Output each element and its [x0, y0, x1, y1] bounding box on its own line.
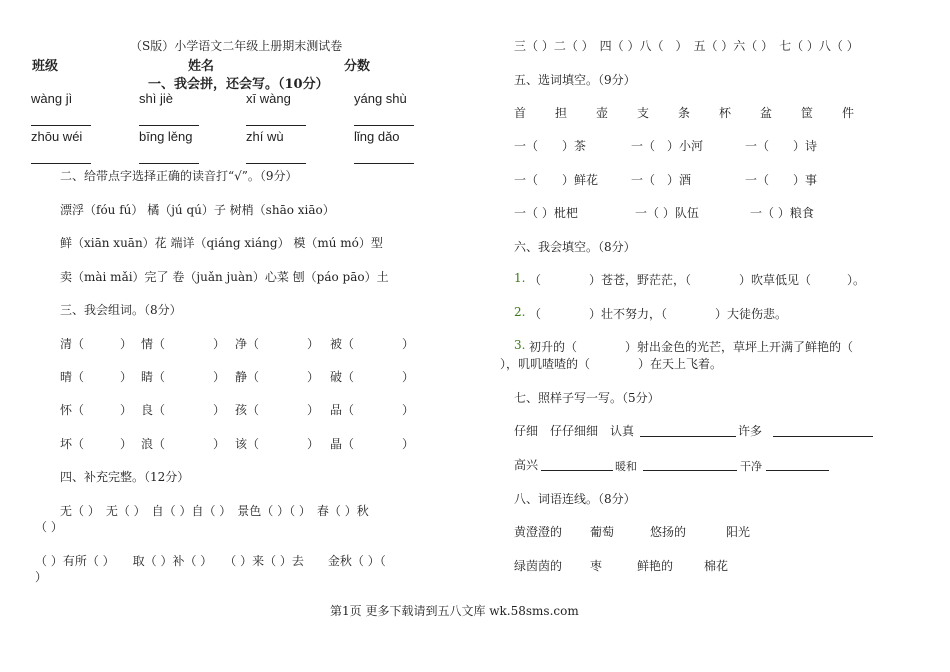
word-blank[interactable]: 晶（ ）: [330, 437, 415, 451]
measure-word-blank[interactable]: 一（ ）酒: [631, 173, 692, 187]
idiom-fill-wrap[interactable]: （ ）: [35, 520, 63, 534]
exam-title: （S版）小学语文二年级上册期末测试卷: [130, 39, 343, 53]
section-2-title: 二、给带点字选择正确的读音打“√”。（9分）: [60, 169, 298, 183]
word-blank[interactable]: 晴（ ）: [60, 370, 133, 384]
word-blank[interactable]: 浪（ ）: [141, 437, 226, 451]
word-choice: 筐: [801, 106, 814, 120]
section-5-title: 五、选词填空。（9分）: [514, 73, 636, 87]
word-blank[interactable]: 坏（ ）: [60, 437, 133, 451]
match-word[interactable]: 阳光: [726, 525, 751, 539]
score-label: 分数: [344, 59, 371, 74]
reading-question: 卖（mài mǎi）完了 卷（juǎn juàn）心菜 刨（páo pāo）土: [60, 270, 389, 284]
answer-line[interactable]: [354, 163, 414, 164]
sentence-fill-wrap[interactable]: ），叽叽喳喳的（ ）在天上飞着。: [500, 357, 723, 371]
word-choice: 杯: [719, 106, 732, 120]
answer-line[interactable]: [139, 163, 199, 164]
word-choice: 支: [637, 106, 650, 120]
measure-word-blank[interactable]: 一（ ）茶: [514, 139, 587, 153]
match-word[interactable]: 枣: [590, 559, 603, 573]
word-blank[interactable]: 孩（ ）: [235, 403, 320, 417]
sentence-fill-line[interactable]: 初升的（ ）射出金色的光芒，草坪上开满了鲜艳的（: [529, 340, 854, 354]
match-word[interactable]: 黄澄澄的: [514, 525, 563, 539]
section-7-title: 七、照样子写一写。（5分）: [514, 391, 660, 405]
word-choice: 盆: [760, 106, 773, 120]
word-blank[interactable]: 情（ ）: [141, 337, 226, 351]
idiom-fill-wrap[interactable]: ）: [35, 570, 48, 584]
pinyin-item: zhōu wéi: [31, 129, 83, 144]
answer-line[interactable]: [640, 436, 736, 437]
word-blank[interactable]: 被（ ）: [330, 337, 415, 351]
word-choice: 条: [678, 106, 691, 120]
item-number: 1.: [514, 271, 526, 285]
section-1-title: 一、我会拼，还会写。（10分）: [148, 77, 329, 92]
prompt-word: 高兴: [514, 458, 539, 472]
prompt-word: 许多: [738, 424, 763, 438]
prompt-word: 干净: [740, 460, 762, 473]
answer-line[interactable]: [643, 470, 737, 471]
pinyin-item: shì jiè: [139, 91, 173, 106]
answer-line[interactable]: [31, 125, 91, 126]
section-4-title: 四、补充完整。（12分）: [60, 470, 190, 484]
answer-line[interactable]: [246, 125, 306, 126]
answer-line[interactable]: [354, 125, 414, 126]
answer-line[interactable]: [773, 436, 873, 437]
word-blank[interactable]: 净（ ）: [235, 337, 320, 351]
word-blank[interactable]: 静（ ）: [235, 370, 320, 384]
item-number: 3.: [514, 338, 526, 352]
answer-line[interactable]: [246, 163, 306, 164]
word-blank[interactable]: 睛（ ）: [141, 370, 226, 384]
page-footer: 第1页 更多下载请到五八文库 wk.58sms.com: [330, 604, 579, 618]
word-choice: 壶: [596, 106, 609, 120]
section-8-title: 八、词语连线。（8分）: [514, 492, 636, 506]
poem-fill-line[interactable]: （ ）壮不努力，（ ）大徒伤悲。: [529, 307, 788, 321]
poem-fill-line[interactable]: （ ）苍苍，野茫茫，（ ）吹草低见（ ）。: [529, 273, 866, 287]
word-blank[interactable]: 品（ ）: [330, 403, 415, 417]
measure-word-blank[interactable]: 一（ ）枇杷: [514, 206, 578, 220]
answer-line[interactable]: [766, 470, 829, 471]
item-number: 2.: [514, 305, 526, 319]
measure-word-blank[interactable]: 一（ ）粮食: [750, 206, 814, 220]
pinyin-item: zhí wù: [246, 129, 284, 144]
measure-word-blank[interactable]: 一（ ）小河: [631, 139, 704, 153]
measure-word-blank[interactable]: 一（ ）诗: [745, 139, 818, 153]
word-blank[interactable]: 怀（ ）: [60, 403, 133, 417]
word-blank[interactable]: 清（ ）: [60, 337, 133, 351]
measure-word-blank[interactable]: 一（ ）鲜花: [514, 173, 599, 187]
prompt-word: 暖和: [615, 460, 637, 473]
answer-line[interactable]: [139, 125, 199, 126]
section-3-title: 三、我会组词。（8分）: [60, 303, 182, 317]
name-label: 姓名: [188, 59, 215, 74]
class-label: 班级: [32, 59, 59, 74]
word-blank[interactable]: 破（ ）: [330, 370, 415, 384]
idiom-fill-line[interactable]: 无（ ） 无（ ） 自（ ）自（ ） 景色（ ）（ ） 春（ ）秋: [60, 504, 369, 518]
match-word[interactable]: 悠扬的: [650, 525, 687, 539]
pinyin-item: lǐnɡ dǎo: [354, 129, 400, 144]
idiom-fill-line[interactable]: （ ）有所（ ） 取（ ）补（ ） （ ）来（ ）去 金秋（ ）（: [35, 554, 386, 568]
match-word[interactable]: 鲜艳的: [637, 559, 674, 573]
word-choice: 件: [842, 106, 855, 120]
reading-question: 漂浮（fóu fú） 橘（jú qú）子 树梢（shāo xiāo）: [60, 203, 335, 217]
example-words: 仔细 仔仔细细 认真: [514, 424, 635, 438]
reading-question: 鲜（xiān xuān）花 端详（qiáng xiáng） 模（mú mó）型: [60, 236, 383, 250]
measure-word-blank[interactable]: 一（ ）事: [745, 173, 818, 187]
word-blank[interactable]: 良（ ）: [141, 403, 226, 417]
pinyin-item: yánɡ shù: [354, 91, 407, 106]
match-word[interactable]: 葡萄: [590, 525, 615, 539]
pinyin-item: bīnɡ lěnɡ: [139, 129, 193, 144]
pinyin-item: wànɡ jì: [31, 91, 73, 106]
word-choice: 首: [514, 106, 527, 120]
number-fill-line[interactable]: 三（ ）二（ ） 四（ ）八（ ） 五（ ）六（ ） 七（ ）八（ ）: [514, 39, 859, 53]
match-word[interactable]: 绿茵茵的: [514, 559, 563, 573]
answer-line[interactable]: [31, 163, 91, 164]
pinyin-item: xī wànɡ: [246, 91, 291, 106]
section-6-title: 六、我会填空。（8分）: [514, 240, 636, 254]
word-choice: 担: [555, 106, 568, 120]
measure-word-blank[interactable]: 一（ ）队伍: [635, 206, 699, 220]
answer-line[interactable]: [541, 470, 613, 471]
match-word[interactable]: 棉花: [704, 559, 729, 573]
word-blank[interactable]: 该（ ）: [235, 437, 320, 451]
